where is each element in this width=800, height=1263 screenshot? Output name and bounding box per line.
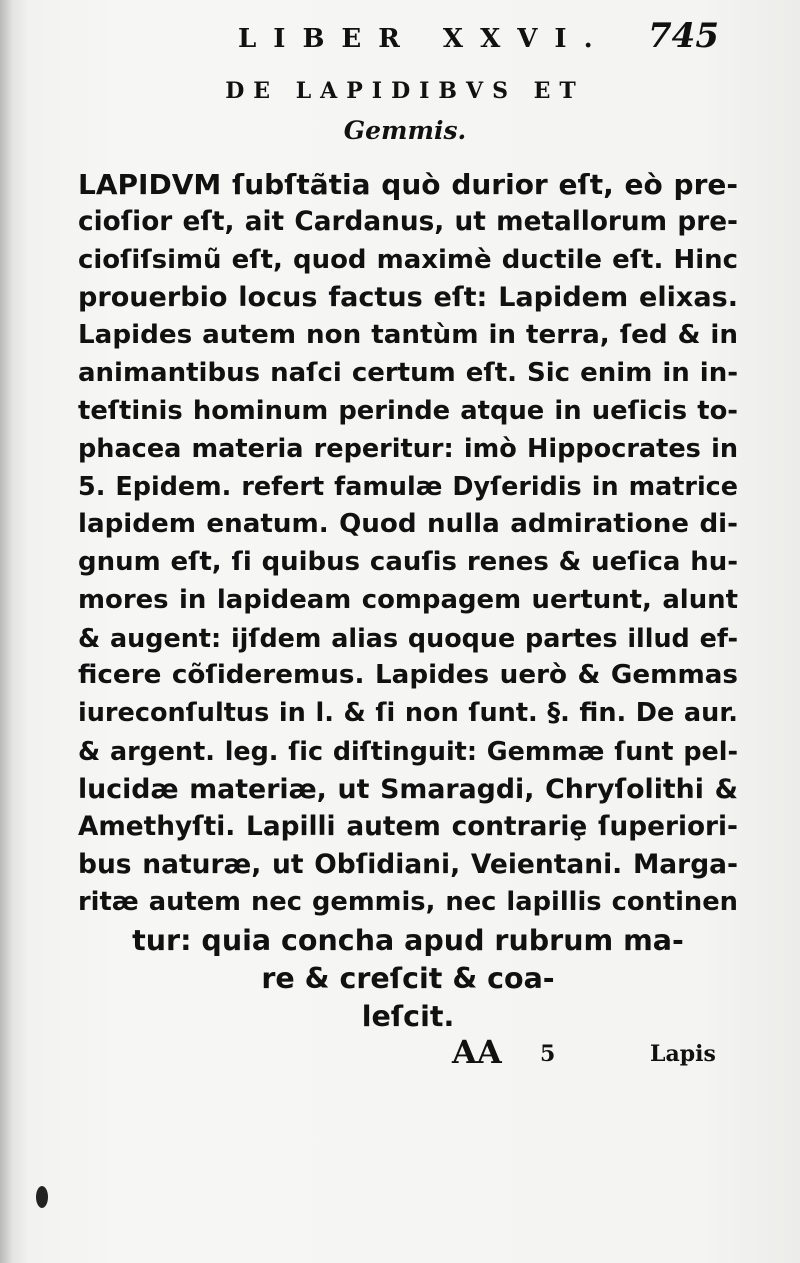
text-line: & augent: ijſdem alias quoque partes illud ef- bbox=[78, 622, 738, 653]
text-line: gnum eſt, ſi quibus cauſis renes & ueſica hu- bbox=[78, 546, 738, 577]
body-text bbox=[78, 166, 738, 1035]
ink-blot bbox=[36, 1186, 48, 1208]
text-line: iureconſultus in l. & ſi non ſunt. §. fin. De aur. bbox=[78, 698, 738, 729]
text-line: cioſiſsimũ eſt, quod maximè ductile eſt. Hinc bbox=[78, 244, 738, 275]
signature-mark: AA bbox=[452, 1033, 502, 1071]
text-line: re & creſcit & coa- bbox=[261, 961, 555, 995]
text-line: leſcit. bbox=[361, 999, 455, 1033]
text-line: phacea materia reperitur: imò Hippocrates in bbox=[78, 433, 738, 464]
text-line: LAPIDVM ſubſtãtia quò durior eſt, eò pre- bbox=[78, 168, 738, 201]
text-line: animantibus naſci certum eſt. Sic enim in in- bbox=[78, 357, 738, 388]
chapter-title: DE LAPIDIBVS ET bbox=[225, 78, 585, 104]
text-line: prouerbio locus factus eſt: Lapidem elixas. bbox=[78, 282, 738, 314]
text-line: ficere cõſideremus. Lapides uerò & Gemmas bbox=[78, 660, 738, 691]
text-line: Lapides autem non tantùm in terra, ſed & in bbox=[78, 320, 738, 351]
text-line: 5. Epidem. refert famulæ Dyſeridis in matrice bbox=[78, 471, 738, 502]
text-line: lapidem enatum. Quod nulla admiratione di- bbox=[78, 509, 738, 540]
text-line: lucidæ materiæ, ut Smaragdi, Chryſolithi & bbox=[78, 773, 738, 805]
page-footer bbox=[0, 1033, 800, 1083]
signature-number: 5 bbox=[540, 1041, 556, 1067]
chapter-subtitle: Gemmis. bbox=[343, 116, 467, 145]
text-line: teſtinis hominum perinde atque in ueſicis to- bbox=[78, 395, 738, 426]
text-line: ritæ autem nec gemmis, nec lapillis continen bbox=[78, 887, 738, 918]
page-number: 745 bbox=[648, 16, 719, 56]
text-line: tur: quia concha apud rubrum ma- bbox=[132, 923, 684, 957]
text-line: Amethyſti. Lapilli autem contrariȩ ſuperiori- bbox=[78, 811, 738, 842]
running-title: LIBER XXVI. bbox=[238, 24, 610, 54]
page-header bbox=[0, 14, 800, 64]
text-line: & argent. leg. ſic diſtinguit: Gemmæ ſunt pel- bbox=[78, 735, 738, 766]
text-line: mores in lapideam compagem uertunt, alunt bbox=[78, 584, 738, 615]
text-line: bus naturæ, ut Obſidiani, Veientani. Marga- bbox=[78, 849, 738, 881]
catchword: Lapis bbox=[650, 1041, 716, 1067]
text-line: cioſior eſt, ait Cardanus, ut metallorum pre- bbox=[78, 206, 738, 237]
